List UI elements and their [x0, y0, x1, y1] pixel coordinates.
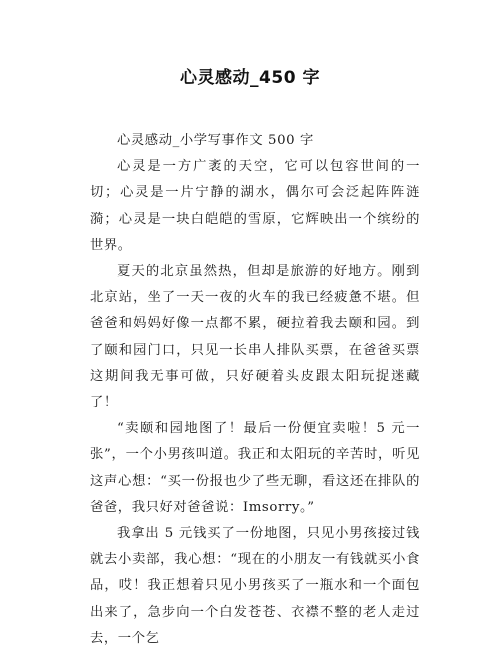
document-title: 心灵感动_450 字 — [180, 68, 320, 88]
document-subtitle: 心灵感动_小学写事作文 500 字 — [117, 133, 314, 148]
paragraph: 我拿出 5 元钱买了一份地图，只见小男孩接过钱就去小卖部，我心想：“现在的小朋友一有钱就买小食品，哎！我正想着只见小男孩买了一瓶水和一个面包出来了，急步向一个白发苍苍、衣襟不整的老人走过去，一个乞 — [90, 526, 420, 646]
document-body — [90, 128, 420, 652]
paragraph: 心灵是一方广袤的天空，它可以包容世间的一切；心灵是一片宁静的湖水，偶尔可会泛起阵阵涟漪；心灵是一块白皑皑的雪原，它辉映出一个缤纷的世界。 — [90, 159, 420, 253]
paragraph: “卖颐和园地图了！最后一份便宜卖啦！5 元一张”，一个小男孩叫道。我正和太阳玩的辛苦时，听见这声心想：“买一份报也少了些无聊，看这还在排队的爸爸，我只好对爸爸说：Imsorry。” — [90, 421, 420, 515]
paragraph: 夏天的北京虽然热，但却是旅游的好地方。刚到北京站，坐了一天一夜的火车的我已经疲惫不堪。但爸爸和妈妈好像一点都不累，硬拉着我去颐和园。到了颐和园门口，只见一长串人排队买票，在爸爸买票这期间我无事可做，只好硬着头皮跟太阳玩捉迷藏了！ — [90, 264, 420, 411]
